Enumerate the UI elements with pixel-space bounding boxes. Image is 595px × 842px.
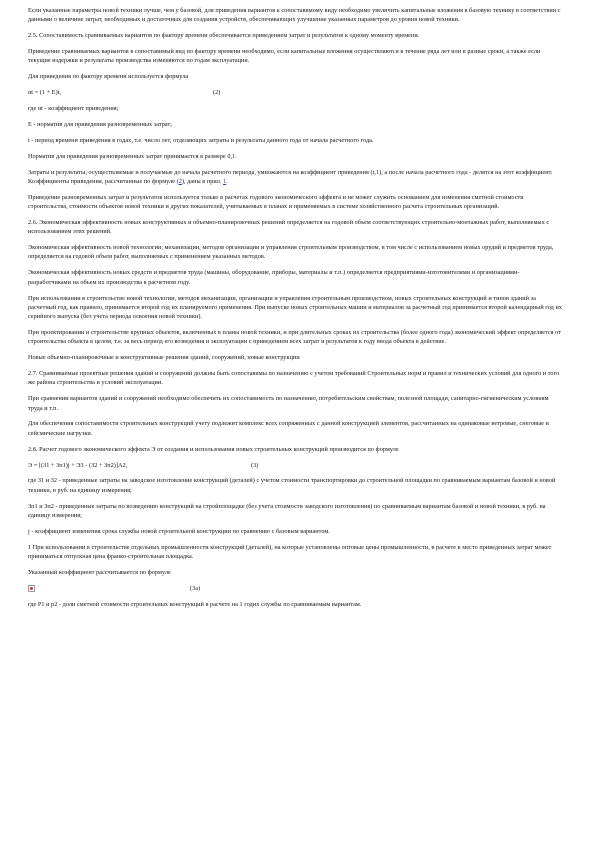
paragraph: j - коэффициент изменения срока службы новой строительной конструкции по сравнению с базовым вариантом.: [28, 527, 330, 535]
paragraph: При использовании в строительстве новой технологии, методов механизации, организации и управления строительным производством, новых строительных конструкций и типов зданий за расчетный год, как правило, принимается второй год их планируемого применения. При выпуске новых строительных машин и материалов за расчетный год принимается второй календарный год их серийного выпуска (без учета периода освоения новой техники).: [28, 294, 562, 321]
paragraph: где Р1 и р2 - доли сметной стоимости строительных конструкций в расчете на 1 годих службы по сравниваемым вариантам.: [28, 600, 362, 608]
section-heading: Новые объемно-планировочные и конструктивные решения зданий, сооружений, новые конструкции: [28, 354, 300, 362]
paragraph: Если указанные параметры новой техники лучше, чем у базовой, для приведения вариантов к сопоставимому виду необходимо увеличить капитальные вложения в базовую технику в соответствии с данными о величине затрат, необходимых и достаточных для создания устройств, обеспечивающих улучшение указанных параметров до уровня новой техники.: [28, 7, 561, 24]
paragraph: где αt - коэффициент приведения;: [28, 105, 119, 113]
footnote-paragraph: 1 При использовании в строительстве отдельных промышленности конструкций (деталей), на которые установлены оптовые цены промышленности, в расчете в место приведенных затрат может приниматься отпускная цена франко-строительная площадка.: [28, 543, 552, 561]
paragraph: где З1 и З2 - приведенные затраты на заводское изготовление конструкций (деталей) с учетом стоимости транспортировки до строительной площадки по сравниваемым вариантам базовой и новой техники, в руб. на единицу измерения;: [28, 477, 556, 494]
paragraph-text: ), даны в прил.: [181, 177, 224, 185]
paragraph: Приведение сравниваемых вариантов в сопоставимый вид по фактору времени необходимо, если капитальные вложения осуществляются в течение ряда лет или в разные сроки, а также если текущие издержки и результаты производства изменяются по годам эксплуатации.: [28, 48, 541, 65]
paragraph: Указанный коэффициент рассчитывается по формуле: [28, 568, 171, 576]
formula-3a: [28, 584, 562, 593]
paragraph: При сравнении вариантов зданий и сооружений необходимо обеспечить их сопоставимость по назначению, потребительским свойствам, полезной площади, санитарно-гигиеническим условиям труда и т.п.: [28, 395, 549, 412]
section-2-5-paragraph: 2.5. Сопоставимость сравниваемых вариантов по фактору времени обеспечивается приведением затрат и результатов к одному моменту времени.: [28, 32, 420, 40]
formula-2-number: (2): [213, 89, 221, 97]
paragraph: E - норматив для приведения разновременных затрат;: [28, 120, 173, 128]
formula-2: [28, 88, 562, 97]
paragraph: Для приведения по фактору времени используется формула: [28, 73, 189, 81]
section-2-7-paragraph: 2.7. Сравниваемые проектные решения зданий и сооружений должны быть сопоставимы по назначению с учетом требований Строительных норм и правил и технических условий для одного и того же района строительства и условий эксплуатации.: [28, 370, 560, 387]
formula-2-expression: αt = (1 + E)t,: [28, 89, 62, 97]
paragraph: Зп1 и Зп2 - приведенные затраты по возведению конструкций на стройплощадке (без учета стоимости заводского изготовления) по сравниваемым вариантам базовой и новой техники, в руб. на единицу измерения;: [28, 502, 546, 519]
paragraph: t - период времени приведения в годах, т.е. число лет, отделяющих затраты и результаты данного года от начала расчетного года.: [28, 136, 374, 144]
paragraph: При проектировании и строительстве крупных объектов, включенных в планы новой техники, и при длительных сроках их строительства (более одного года) экономический эффект определяется от строительства объекта в целом, т.е. за весь период его возведения и эксплуатации с приведением всех затрат и результатов к году ввода объекта в действие.: [28, 329, 561, 346]
paragraph: Экономическая эффективность новой технологии, механизации, методов организации и управления строительным производством, в том числе с использованием новых орудий и предметов труда, определяется на годовой объем работ, выполняемых с применением указанных методов.: [28, 244, 554, 261]
formula-3-expression: Э = [(З1 + Зп1)j + Э3 - (З2 + Зп2)]А2,: [28, 461, 128, 469]
paragraph-with-links: [28, 168, 562, 187]
formula-3a-image: [28, 584, 190, 593]
broken-image-icon: [28, 585, 35, 592]
section-2-6-paragraph: 2.6. Экономическая эффективность новых конструктивных и объемно-планировочных решений определяется на годовой объем соответствующих строительно-монтажных работ, выполняемых с использованием этих решений.: [28, 218, 550, 236]
paragraph: Норматив для приведения разновременных затрат принимается в размере 0,1.: [28, 152, 237, 160]
paragraph: Приведение разновременных затрат и результатов используется только в расчетах годового экономического эффекта и не может служить основанием для изменения сметной стоимости строительства, стоимости объектов новой техники и других показателей, учитываемых в планах и применяемых в системе хозяйственного расчета строительных организаций.: [28, 193, 524, 211]
appendix-1-link[interactable]: 1: [223, 177, 227, 185]
paragraph-text: .: [226, 177, 228, 185]
section-2-8-paragraph: 2.8. Расчет годового экономического эффекта Э от создания и использования новых строительных конструкций производится по формуле: [28, 445, 399, 453]
formula-3: [28, 461, 562, 470]
formula-2-link[interactable]: 2: [178, 177, 182, 185]
paragraph: Для обеспечения сопоставимости строительных конструкций учету подлежит комплекс всех сопряженных с данной конструкцией элементов, рассчитанных на одинаковые ветровые, снеговые и сейсмические нагрузки.: [28, 420, 549, 437]
paragraph: Экономическая эффективность новых средств и предметов труда (машины, оборудование, приборы, материалы и т.п.) определяется предприятиями-изготовителями и организациями-разработчиками на объем их производства в расчетном году.: [28, 269, 520, 286]
paragraph-text: Затраты и результаты, осуществляемые и получаемые до начала расчетного периода, умножаются на коэффициент приведения (t,1), а после начала расчетного года - делятся на этот коэффициент. Коэффициенты приведения, рассчитанные по формуле (: [28, 168, 553, 185]
formula-3a-number: (3а): [190, 584, 201, 592]
formula-3-number: (3): [251, 461, 259, 469]
